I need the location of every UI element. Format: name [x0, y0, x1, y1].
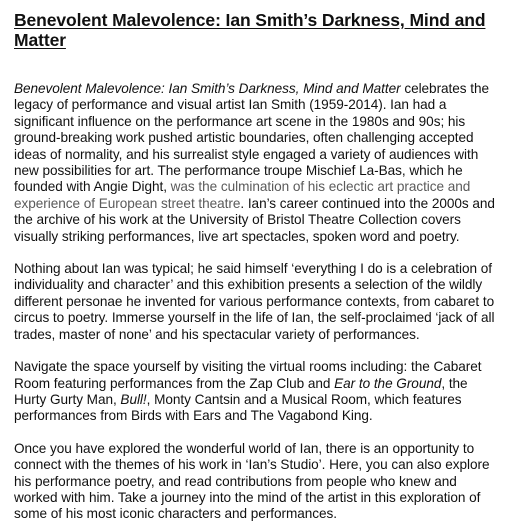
paragraph-about-ian: Nothing about Ian was typical; he said himself ‘everything I do is a celebration of individuality and character’ and this exhibition presents a selection of the wildly different personae he invented for various performance contexts, from cabaret to circus to poetry. Immerse yourself in the life of Ian, the self-proclaimed ‘jack of all trades, master of none’ and his spectacular variety of performances.: [14, 261, 495, 342]
nav-text-1: Navigate the space yourself by visiting the virtual rooms including: the Cabaret Room featuring performances from the Zap Club and: [14, 359, 482, 391]
highlighted-text: was the culmination of his eclectic art practice and experience of European street theatre: [14, 179, 471, 211]
paragraph-studio: Once you have explored the wonderful world of Ian, there is an opportunity to connect with the themes of his work in ‘Ian’s Studio’. Here, you can also explore his performance poetry, and read contributions from people who knew and worked with him. Take a journey into the mind of the artist in this exploration of some of his most iconic characters and performances.: [14, 440, 490, 522]
document-title: Benevolent Malevolence: Ian Smith’s Darkness, Mind and Matter: [14, 10, 486, 50]
paragraph-navigation: [14, 359, 500, 425]
ear-to-the-ground-italic: Ear to the Ground: [334, 375, 442, 391]
nav-text-2: , the Hurty Gurty Man,: [14, 375, 468, 407]
paragraph-intro: [14, 81, 500, 245]
document: [14, 10, 500, 523]
exhibition-title-italic: Benevolent Malevolence: Ian Smith’s Darkness, Mind and Matter: [14, 81, 401, 96]
bull-italic: Bull!: [120, 391, 147, 407]
intro-text-2: . Ian’s career continued into the 2000s and the archive of his work at the University of Bristol Theatre Collection covers visually striking performances, live art spectacles, spoken word and poetry.: [14, 195, 495, 244]
intro-text-1: celebrates the legacy of performance and visual artist Ian Smith (1959-2014). Ian had a significant influence on the performance art scene in the 1980s and 90s; his ground-breaking work pushed artistic boundaries, often challenging accepted ideas of normality, and his surrealist style engaged a variety of audiences with new possibilities for art. The performance troupe Mischief La-Bas, which he founded with Angie Dight,: [14, 81, 490, 195]
nav-text-3: , Monty Cantsin and a Musical Room, which features performances from Birds with Ears and The Vagabond King.: [14, 391, 462, 424]
